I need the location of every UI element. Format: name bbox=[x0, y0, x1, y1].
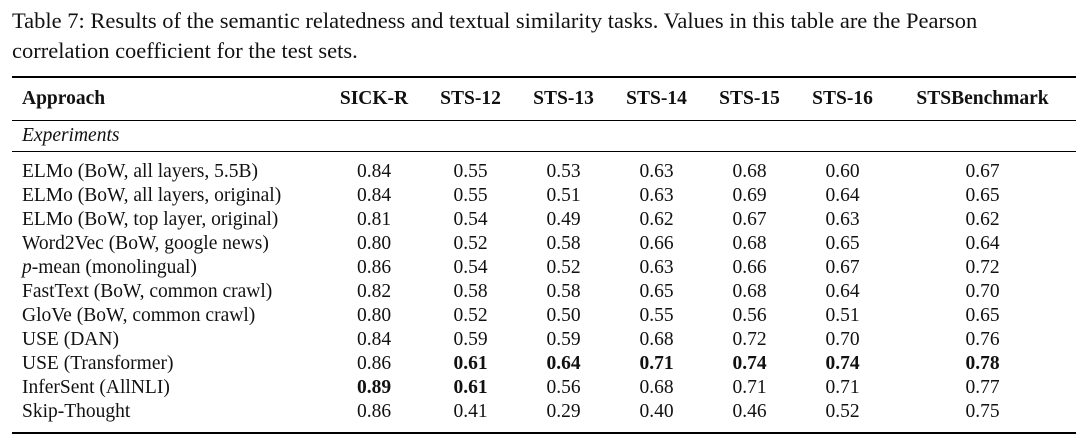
score-cell: 0.29 bbox=[546, 401, 581, 422]
score-cell: 0.62 bbox=[639, 209, 674, 230]
score-cell: 0.64 bbox=[825, 185, 860, 206]
score-cell: 0.71 bbox=[639, 353, 674, 374]
table-row bbox=[12, 280, 1076, 304]
approach-cell bbox=[12, 304, 324, 328]
approach-label: Word2Vec (BoW, google news) bbox=[22, 233, 269, 254]
score-cell: 0.63 bbox=[825, 209, 860, 230]
score-cell: 0.58 bbox=[453, 281, 488, 302]
score-cell: 0.70 bbox=[965, 281, 1000, 302]
score-cell: 0.55 bbox=[453, 161, 488, 182]
score-cell: 0.69 bbox=[732, 185, 767, 206]
score-cell: 0.62 bbox=[965, 209, 1000, 230]
score-cell: 0.59 bbox=[453, 329, 488, 350]
score-cell: 0.82 bbox=[356, 281, 392, 302]
score-cell: 0.64 bbox=[546, 353, 581, 374]
score-cell: 0.63 bbox=[639, 257, 674, 278]
score-cell: 0.54 bbox=[453, 209, 488, 230]
table-row bbox=[12, 184, 1076, 208]
header-sts-14: STS-14 bbox=[626, 88, 687, 109]
table-row bbox=[12, 352, 1076, 376]
score-cell: 0.66 bbox=[732, 257, 767, 278]
score-cell: 0.63 bbox=[639, 161, 674, 182]
score-cell: 0.78 bbox=[965, 353, 1000, 374]
score-cell: 0.64 bbox=[825, 281, 860, 302]
score-cell: 0.54 bbox=[453, 257, 488, 278]
score-cell: 0.52 bbox=[825, 401, 860, 422]
approach-cell bbox=[12, 232, 324, 256]
score-cell: 0.49 bbox=[546, 209, 581, 230]
score-cell: 0.40 bbox=[639, 401, 674, 422]
approach-cell bbox=[12, 352, 324, 376]
score-cell: 0.68 bbox=[732, 161, 767, 182]
score-cell: 0.71 bbox=[732, 377, 767, 398]
approach-label: Skip-Thought bbox=[22, 401, 131, 422]
score-cell: 0.61 bbox=[453, 353, 488, 374]
score-cell: 0.84 bbox=[356, 329, 392, 350]
score-cell: 0.64 bbox=[965, 233, 1000, 254]
approach-label: USE (DAN) bbox=[22, 329, 119, 350]
table-row bbox=[12, 208, 1076, 232]
score-cell: 0.74 bbox=[825, 353, 860, 374]
score-cell: 0.86 bbox=[356, 401, 392, 422]
table-row bbox=[12, 400, 1076, 424]
header-approach: Approach bbox=[22, 88, 106, 109]
table-row bbox=[12, 160, 1076, 184]
score-cell: 0.80 bbox=[356, 233, 392, 254]
results-table bbox=[12, 78, 1076, 424]
score-cell: 0.84 bbox=[356, 185, 392, 206]
approach-cell bbox=[12, 400, 324, 424]
score-cell: 0.65 bbox=[965, 305, 1000, 326]
approach-cell bbox=[12, 184, 324, 208]
approach-label: GloVe (BoW, common crawl) bbox=[22, 305, 256, 326]
score-cell: 0.72 bbox=[965, 257, 1000, 278]
approach-italic-prefix: p bbox=[22, 257, 32, 278]
score-cell: 0.68 bbox=[639, 329, 674, 350]
header-stsbenchmark: STSBenchmark bbox=[916, 88, 1049, 109]
score-cell: 0.77 bbox=[965, 377, 1000, 398]
approach-label: ELMo (BoW, all layers, 5.5B) bbox=[22, 161, 258, 182]
approach-cell bbox=[12, 208, 324, 232]
header-sts-12: STS-12 bbox=[440, 88, 501, 109]
approach-label: FastText (BoW, common crawl) bbox=[22, 281, 273, 302]
approach-cell bbox=[12, 280, 324, 304]
score-cell: 0.51 bbox=[825, 305, 860, 326]
approach-cell bbox=[12, 376, 324, 400]
score-cell: 0.63 bbox=[639, 185, 674, 206]
approach-cell bbox=[12, 328, 324, 352]
table-body bbox=[12, 160, 1076, 424]
score-cell: 0.56 bbox=[732, 305, 767, 326]
table-caption: Table 7: Results of the semantic relatedness and textual similarity tasks. Values in this table are the Pearson correlation coefficient for the test sets. bbox=[12, 8, 978, 63]
table-row bbox=[12, 304, 1076, 328]
results-table-container bbox=[12, 76, 1076, 434]
score-cell: 0.68 bbox=[732, 281, 767, 302]
approach-label: USE (Transformer) bbox=[22, 353, 174, 374]
score-cell: 0.67 bbox=[825, 257, 860, 278]
table-row bbox=[12, 256, 1076, 280]
score-cell: 0.59 bbox=[546, 329, 581, 350]
table-row bbox=[12, 328, 1076, 352]
score-cell: 0.65 bbox=[639, 281, 674, 302]
score-cell: 0.86 bbox=[356, 257, 392, 278]
score-cell: 0.41 bbox=[453, 401, 488, 422]
score-cell: 0.66 bbox=[639, 233, 674, 254]
approach-label: InferSent (AllNLI) bbox=[22, 377, 170, 398]
score-cell: 0.86 bbox=[356, 353, 392, 374]
score-cell: 0.67 bbox=[965, 161, 1000, 182]
score-cell: 0.52 bbox=[453, 305, 488, 326]
header-row bbox=[12, 78, 1076, 120]
score-cell: 0.46 bbox=[732, 401, 767, 422]
score-cell: 0.55 bbox=[639, 305, 674, 326]
score-cell: 0.52 bbox=[453, 233, 488, 254]
score-cell: 0.53 bbox=[546, 161, 581, 182]
table-row bbox=[12, 232, 1076, 256]
approach-cell bbox=[12, 256, 324, 280]
score-cell: 0.58 bbox=[546, 233, 581, 254]
score-cell: 0.61 bbox=[453, 377, 488, 398]
score-cell: 0.51 bbox=[546, 185, 581, 206]
approach-label: ELMo (BoW, all layers, original) bbox=[22, 185, 282, 206]
bottom-rule bbox=[12, 432, 1076, 434]
approach-label: ELMo (BoW, top layer, original) bbox=[22, 209, 279, 230]
score-cell: 0.75 bbox=[965, 401, 1000, 422]
header-sick-r: SICK-R bbox=[339, 88, 409, 109]
score-cell: 0.68 bbox=[639, 377, 674, 398]
score-cell: 0.60 bbox=[825, 161, 860, 182]
score-cell: 0.56 bbox=[546, 377, 581, 398]
section-label: Experiments bbox=[22, 125, 120, 146]
section-row bbox=[12, 121, 1076, 152]
score-cell: 0.84 bbox=[356, 161, 392, 182]
score-cell: 0.50 bbox=[546, 305, 581, 326]
table-row bbox=[12, 376, 1076, 400]
score-cell: 0.67 bbox=[732, 209, 767, 230]
score-cell: 0.76 bbox=[965, 329, 1000, 350]
score-cell: 0.72 bbox=[732, 329, 767, 350]
score-cell: 0.58 bbox=[546, 281, 581, 302]
score-cell: 0.65 bbox=[825, 233, 860, 254]
score-cell: 0.55 bbox=[453, 185, 488, 206]
header-sts-16: STS-16 bbox=[812, 88, 873, 109]
score-cell: 0.71 bbox=[825, 377, 860, 398]
score-cell: 0.81 bbox=[356, 209, 392, 230]
score-cell: 0.74 bbox=[732, 353, 767, 374]
score-cell: 0.68 bbox=[732, 233, 767, 254]
score-cell: 0.89 bbox=[356, 377, 392, 398]
approach-cell bbox=[12, 160, 324, 184]
score-cell: 0.52 bbox=[546, 257, 581, 278]
score-cell: 0.70 bbox=[825, 329, 860, 350]
score-cell: 0.65 bbox=[965, 185, 1000, 206]
header-sts-15: STS-15 bbox=[719, 88, 780, 109]
approach-label: -mean (monolingual) bbox=[31, 257, 197, 278]
score-cell: 0.80 bbox=[356, 305, 392, 326]
header-sts-13: STS-13 bbox=[533, 88, 594, 109]
